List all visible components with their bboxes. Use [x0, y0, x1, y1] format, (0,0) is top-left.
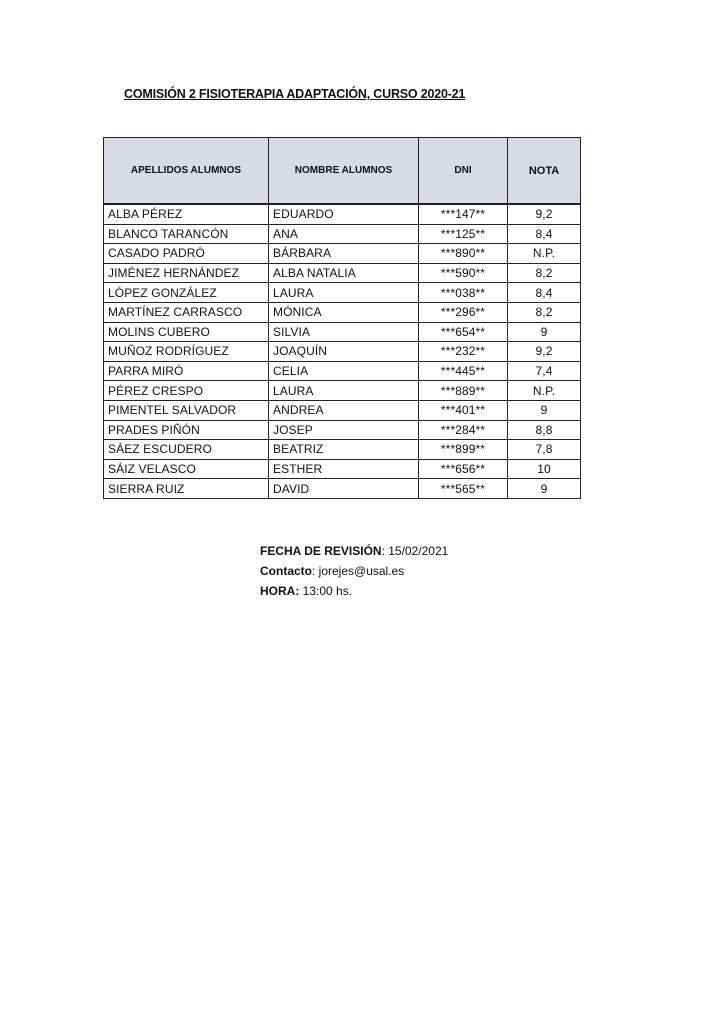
- cell-nombre: JOSEP: [269, 420, 419, 440]
- document-title: COMISIÓN 2 FISIOTERAPIA ADAPTACIÓN, CURSO 2020-21: [124, 87, 466, 101]
- table-row: [104, 459, 581, 479]
- cell-apellidos: MARTÍNEZ CARRASCO: [104, 302, 269, 322]
- cell-dni: ***232**: [419, 342, 508, 362]
- cell-dni: ***401**: [419, 400, 508, 420]
- cell-nombre: ALBA NATALIA: [269, 263, 419, 283]
- table-row: [104, 204, 581, 224]
- cell-dni: ***565**: [419, 479, 508, 499]
- cell-nota: 9,2: [508, 204, 581, 224]
- cell-nombre: DAVID: [269, 479, 419, 499]
- cell-apellidos: PRADES PIÑÓN: [104, 420, 269, 440]
- cell-dni: ***890**: [419, 244, 508, 264]
- table-row: [104, 322, 581, 342]
- cell-nombre: ESTHER: [269, 459, 419, 479]
- hour-line: [260, 581, 448, 601]
- cell-nota: 8,8: [508, 420, 581, 440]
- table-row: [104, 342, 581, 362]
- contact-value: : jorejes@usal.es: [312, 564, 405, 578]
- cell-nombre: LAURA: [269, 381, 419, 401]
- header-dni: DNI: [419, 138, 508, 205]
- cell-nombre: EDUARDO: [269, 204, 419, 224]
- cell-apellidos: PÉREZ CRESPO: [104, 381, 269, 401]
- cell-nota: 9: [508, 400, 581, 420]
- cell-nombre: MÓNICA: [269, 302, 419, 322]
- cell-apellidos: PARRA MIRÓ: [104, 361, 269, 381]
- revision-info: [260, 541, 448, 601]
- cell-apellidos: LÓPEZ GONZÁLEZ: [104, 283, 269, 303]
- cell-nota: 10: [508, 459, 581, 479]
- cell-nombre: BÁRBARA: [269, 244, 419, 264]
- cell-apellidos: BLANCO TARANCÓN: [104, 224, 269, 244]
- table-row: [104, 440, 581, 460]
- cell-nota: 9: [508, 322, 581, 342]
- cell-nombre: BEATRIZ: [269, 440, 419, 460]
- cell-apellidos: CASADO PADRÓ: [104, 244, 269, 264]
- grades-table: [103, 137, 581, 499]
- cell-nombre: ANA: [269, 224, 419, 244]
- cell-nombre: ANDREA: [269, 400, 419, 420]
- cell-nota: 9: [508, 479, 581, 499]
- table-row: [104, 381, 581, 401]
- contact-label: Contacto: [260, 564, 312, 578]
- cell-nombre: CELIA: [269, 361, 419, 381]
- cell-dni: ***656**: [419, 459, 508, 479]
- cell-dni: ***590**: [419, 263, 508, 283]
- cell-dni: ***038**: [419, 283, 508, 303]
- table-row: [104, 361, 581, 381]
- cell-nota: 8,4: [508, 283, 581, 303]
- cell-nota: 7,4: [508, 361, 581, 381]
- cell-apellidos: ALBA PÉREZ: [104, 204, 269, 224]
- header-nombre: NOMBRE ALUMNOS: [269, 138, 419, 205]
- cell-nota: N.P.: [508, 381, 581, 401]
- cell-dni: ***889**: [419, 381, 508, 401]
- table-header: [104, 138, 581, 205]
- table-row: [104, 224, 581, 244]
- cell-apellidos: MOLINS CUBERO: [104, 322, 269, 342]
- cell-dni: ***445**: [419, 361, 508, 381]
- table-header-row: [104, 138, 581, 205]
- cell-dni: ***296**: [419, 302, 508, 322]
- cell-nombre: JOAQUÍN: [269, 342, 419, 362]
- cell-nota: 8,4: [508, 224, 581, 244]
- cell-dni: ***125**: [419, 224, 508, 244]
- revision-date-line: [260, 541, 448, 561]
- cell-apellidos: SÁEZ ESCUDERO: [104, 440, 269, 460]
- revision-date-value: : 15/02/2021: [381, 544, 449, 558]
- cell-nota: 7,8: [508, 440, 581, 460]
- cell-apellidos: SIERRA RUIZ: [104, 479, 269, 499]
- table-row: [104, 244, 581, 264]
- header-nota: NOTA: [508, 138, 581, 205]
- cell-apellidos: PIMENTEL SALVADOR: [104, 400, 269, 420]
- cell-apellidos: MUÑOZ RODRÍGUEZ: [104, 342, 269, 362]
- cell-dni: ***147**: [419, 204, 508, 224]
- cell-dni: ***284**: [419, 420, 508, 440]
- cell-nota: N.P.: [508, 244, 581, 264]
- cell-nota: 8,2: [508, 302, 581, 322]
- contact-line: [260, 561, 448, 581]
- table-row: [104, 400, 581, 420]
- cell-apellidos: SÁIZ VELASCO: [104, 459, 269, 479]
- table-row: [104, 302, 581, 322]
- hour-value: 13:00 hs.: [299, 584, 353, 598]
- hour-label: HORA:: [260, 584, 300, 598]
- header-apellidos: APELLIDOS ALUMNOS: [104, 138, 269, 205]
- cell-nota: 8,2: [508, 263, 581, 283]
- table-row: [104, 263, 581, 283]
- cell-apellidos: JIMÉNEZ HERNÁNDEZ: [104, 263, 269, 283]
- table-row: [104, 283, 581, 303]
- cell-nota: 9,2: [508, 342, 581, 362]
- cell-nombre: LAURA: [269, 283, 419, 303]
- cell-nombre: SILVIA: [269, 322, 419, 342]
- table-row: [104, 479, 581, 499]
- table-row: [104, 420, 581, 440]
- cell-dni: ***899**: [419, 440, 508, 460]
- table-body: [104, 204, 581, 498]
- revision-date-label: FECHA DE REVISIÓN: [260, 544, 382, 558]
- cell-dni: ***654**: [419, 322, 508, 342]
